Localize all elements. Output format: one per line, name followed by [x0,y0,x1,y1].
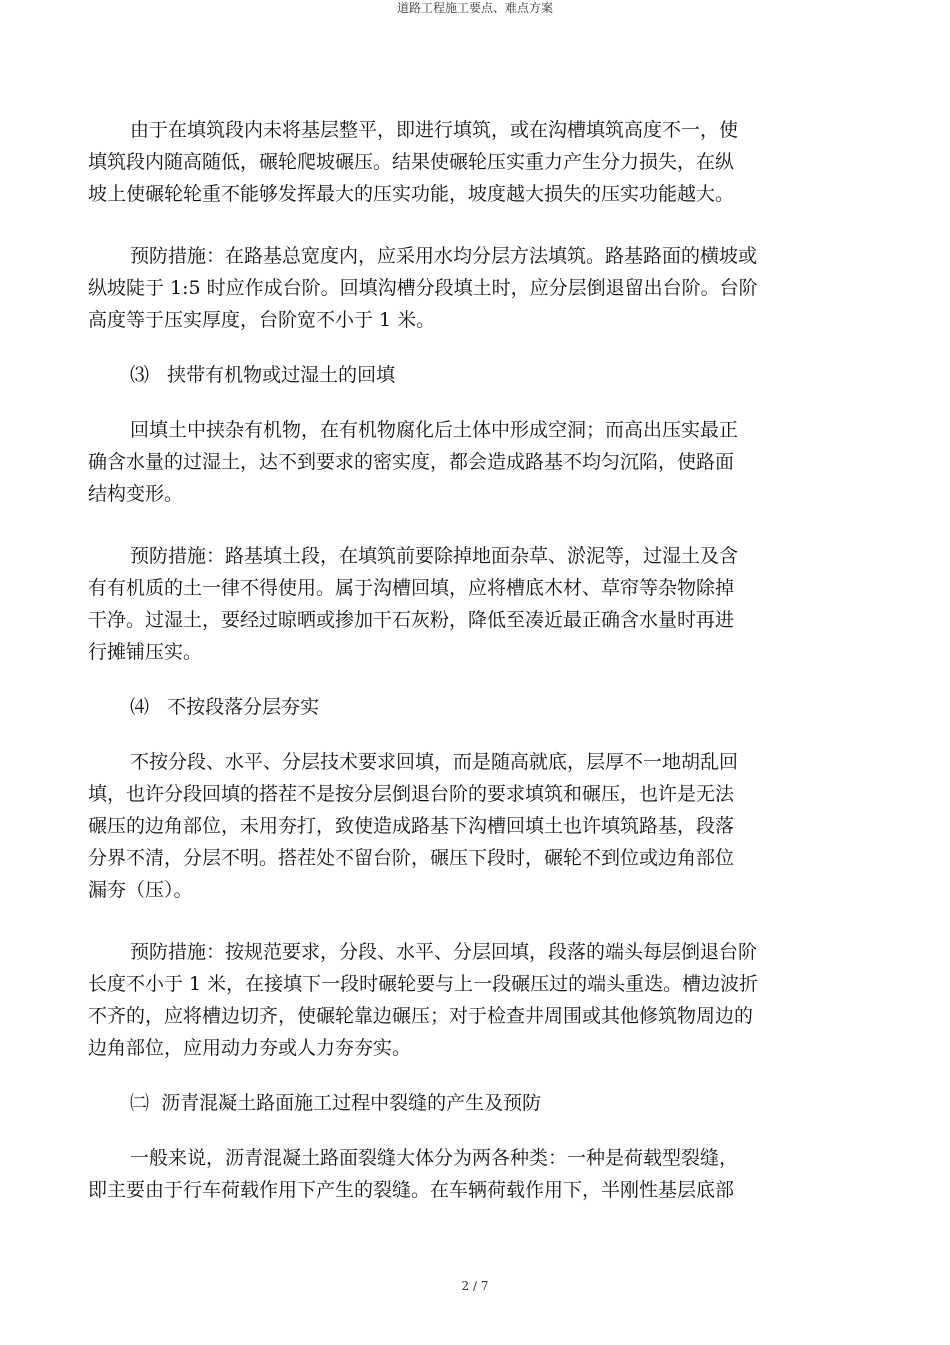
paragraph-prevention-layered-fill: 预防措施：在路基总宽度内，应采用水均分层方法填筑。路基路面的横坡或 纵坡陡于 1:5 时应作成台阶。回填沟槽分段填土时，应分层倒退留出台阶。台阶 高度等于压实厚度，台阶宽不小于 1 米。 [88,245,758,331]
paragraph-prevention-layered-tamping: 预防措施：按规范要求，分段、水平、分层回填，段落的端头每层倒退台阶 长度不小于 1 米，在接填下一段时碾轮要与上一段碾压过的端头重迭。槽边波折 不齐的，应将槽边切齐，使碾轮靠边碾压；对于检查井周围或其他修筑物周边的 边角部位，应用动力夯或人力夯夯实。 [88,941,759,1059]
running-header: 道路工程施工要点、难点方案 [396,1,553,15]
section-heading-organic-wet-soil: ⑶ 挟带有机物或过湿土的回填 [130,364,396,386]
section-heading-layered-tamping: ⑷ 不按段落分层夯实 [130,696,320,718]
document-body [88,114,828,1206]
section-heading-asphalt-cracks: ㈡ 沥青混凝土路面施工过程中裂缝的产生及预防 [130,1092,542,1114]
paragraph-fill-unevenness: 由于在填筑段内未将基层整平，即进行填筑，或在沟槽填筑高度不一，使 填筑段内随高随低，碾轮爬坡碾压。结果使碾轮压实重力产生分力损失，在纵 坡上使碾轮轮重不能够发挥最大的压实功能，坡度越大损失的压实功能越大。 [88,119,739,205]
paragraph-prevention-organic-wet-soil: 预防措施：路基填土段，在填筑前要除掉地面杂草、淤泥等，过湿土及含 有有机质的土一律不得使用。属于沟槽回填，应将槽底木材、草帘等杂物除掉 干净。过湿土，要经过晾晒或掺加干石灰粉，降低至凑近最正确含水量时再进 行摊铺压实。 [88,545,739,663]
paragraph-organic-wet-soil: 回填土中挟杂有机物，在有机物腐化后土体中形成空洞；而高出压实最正 确含水量的过湿土，达不到要求的密实度，都会造成路基不均匀沉陷，使路面 结构变形。 [88,419,739,505]
paragraph-asphalt-cracks: 一般来说，沥青混凝土路面裂缝大体分为两各种类：一种是荷载型裂缝， 即主要由于行车荷载作用下产生的裂缝。在车辆荷载作用下，半刚性基层底部 [88,1147,739,1201]
page-number: 2 / 7 [461,1279,489,1293]
paragraph-layered-tamping: 不按分段、水平、分层技术要求回填，而是随高就底，层厚不一地胡乱回 填，也许分段回填的搭茬不是按分层倒退台阶的要求填筑和碾压，也许是无法 碾压的边角部位，未用夯打，致使造成路基下沟槽回填土也许填筑路基，段落 分界不清，分层不明。搭茬处不留台阶，碾压下段时，碾轮不到位或边角部位 漏夯（压）。 [88,751,739,901]
